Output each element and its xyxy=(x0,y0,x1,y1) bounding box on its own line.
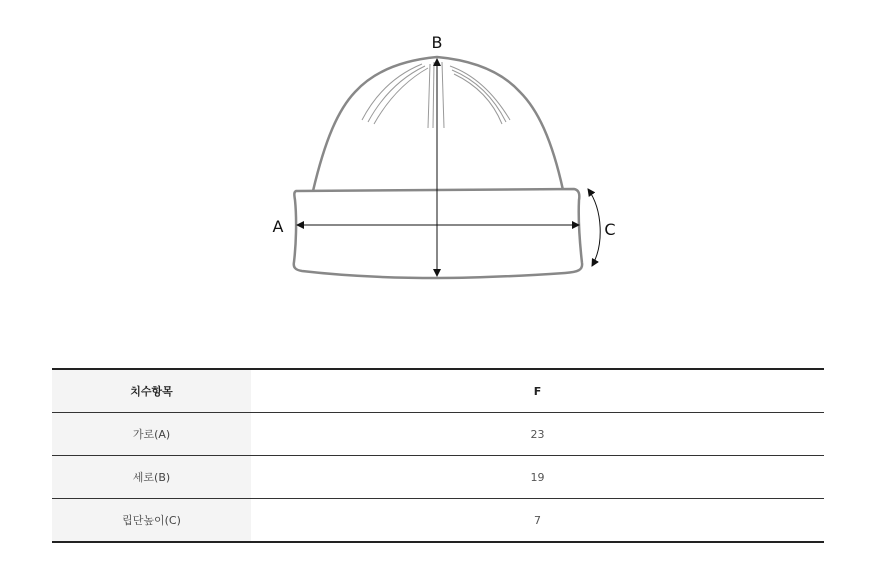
measure-c-arrow xyxy=(588,189,600,266)
hat-cuff-outline xyxy=(294,189,582,278)
size-table xyxy=(52,368,824,543)
hat-crown-outline xyxy=(313,57,563,191)
table-row xyxy=(52,499,824,543)
label-b: B xyxy=(431,33,443,52)
row-value-cell: 19 xyxy=(251,456,824,499)
row-label-cell: 립단높이(C) xyxy=(52,499,251,543)
header-size-cell: F xyxy=(251,369,824,413)
header-label-cell: 치수항목 xyxy=(52,369,251,413)
table-header-row xyxy=(52,369,824,413)
row-value-cell: 23 xyxy=(251,413,824,456)
label-c: C xyxy=(604,220,616,239)
table-row xyxy=(52,413,824,456)
label-a: A xyxy=(272,217,284,236)
row-value-cell: 7 xyxy=(534,513,541,527)
row-label-cell: 가로(A) xyxy=(52,413,251,456)
table-row xyxy=(52,456,824,499)
row-label-cell: 세로(B) xyxy=(52,456,251,499)
